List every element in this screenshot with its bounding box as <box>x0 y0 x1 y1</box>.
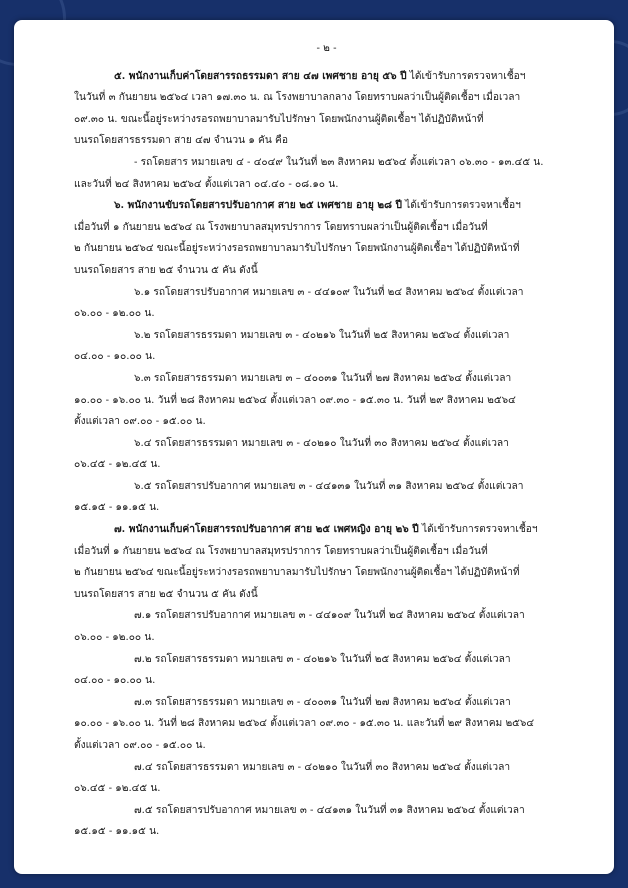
bus-entry-continued: ๐๖.๐๐ - ๑๒.๐๐ น. <box>74 632 155 644</box>
paragraph-line: ๒ กันยายน ๒๕๖๔ ขณะนี้อยู่ระหว่างรอรถพยาบาลมารับไปรักษา โดยพนักงานผู้ติดเชื้อฯ ได้ปฏิบัติหน้าที่ <box>74 567 520 579</box>
section-heading-tail: ได้เข้ารับการตรวจหาเชื้อฯ <box>406 70 526 82</box>
bus-entry-continued: ๐๖.๔๕ - ๑๒.๔๕ น. <box>74 459 161 471</box>
section-heading: ๖. พนักงานขับรถโดยสารปรับอากาศ สาย ๒๕ เพศชาย อายุ ๒๘ ปี <box>114 199 402 212</box>
paragraph-line: เมื่อวันที่ ๑ กันยายน ๒๕๖๔ ณ โรงพยาบาลสมุทรปราการ โดยทราบผลว่าเป็นผู้ติดเชื้อฯ เมื่อวันที่ <box>74 545 488 557</box>
bus-entry-continued: ๑๕.๑๕ - ๑๑.๑๕ น. <box>74 826 160 838</box>
section-heading: ๕. พนักงานเก็บค่าโดยสารรถธรรมดา สาย ๔๗ เพศชาย อายุ ๕๖ ปี <box>114 69 407 82</box>
bus-entry: - รถโดยสาร หมายเลข ๔ - ๔๐๔๙ ในวันที่ ๒๓ สิงหาคม ๒๕๖๔ ตั้งแต่เวลา ๐๖.๓๐ - ๑๓.๔๕ น. <box>134 156 544 168</box>
paragraph-line: บนรถโดยสาร สาย ๒๕ จำนวน ๕ คัน ดังนี้ <box>74 588 258 600</box>
section-heading-line <box>74 66 579 88</box>
bus-entry: ๗.๒ รถโดยสารธรรมดา หมายเลข ๓ - ๔๐๒๑๖ ในวันที่ ๒๕ สิงหาคม ๒๕๖๔ ตั้งแต่เวลา <box>134 653 511 665</box>
bus-entry: ๖.๑ รถโดยสารปรับอากาศ หมายเลข ๓ - ๔๔๑๐๙ ในวันที่ ๒๔ สิงหาคม ๒๕๖๔ ตั้งแต่เวลา <box>134 286 524 298</box>
paragraph-line: บนรถโดยสาร สาย ๒๕ จำนวน ๕ คัน ดังนี้ <box>74 264 258 276</box>
bus-entry-continued: ตั้งแต่เวลา ๐๙.๐๐ - ๑๕.๐๐ น. <box>74 740 206 751</box>
page-number: - ๒ - <box>316 43 337 54</box>
bus-entry: ๗.๓ รถโดยสารธรรมดา หมายเลข ๓ - ๔๐๐๓๑ ในวันที่ ๒๗ สิงหาคม ๒๕๖๔ ตั้งแต่เวลา <box>134 696 511 708</box>
section-7 <box>74 519 579 843</box>
bus-entry: ๗.๔ รถโดยสารธรรมดา หมายเลข ๓ - ๔๐๒๑๐ ในวันที่ ๓๐ สิงหาคม ๒๕๖๔ ตั้งแต่เวลา <box>134 761 511 773</box>
paragraph-line: เมื่อวันที่ ๑ กันยายน ๒๕๖๔ ณ โรงพยาบาลสมุทรปราการ โดยทราบผลว่าเป็นผู้ติดเชื้อฯ เมื่อวันที่ <box>74 221 488 233</box>
section-heading-line <box>74 519 579 541</box>
document-page <box>14 20 614 874</box>
bus-entry-continued: ๐๖.๔๕ - ๑๒.๔๕ น. <box>74 783 161 795</box>
paragraph-line: ในวันที่ ๓ กันยายน ๒๕๖๔ เวลา ๑๗.๓๐ น. ณ โรงพยาบาลกลาง โดยทราบผลว่าเป็นผู้ติดเชื้อฯ เมื่อเวลา <box>74 92 521 104</box>
section-6 <box>74 195 579 519</box>
bus-entry-continued: ๑๕.๑๕ - ๑๑.๑๕ น. <box>74 502 160 514</box>
bus-entry-continued: ๑๐.๐๐ - ๑๖.๐๐ น. วันที่ ๒๘ สิงหาคม ๒๕๖๔ ตั้งแต่เวลา ๐๙.๓๐ - ๑๕.๓๐ น. วันที่ ๒๙ สิงหาคม ๒๕๖๔ <box>74 394 516 406</box>
bus-entry-continued: ๐๔.๐๐ - ๑๐.๐๐ น. <box>74 675 156 687</box>
section-heading-line <box>74 195 579 217</box>
bus-entry: ๗.๕ รถโดยสารปรับอากาศ หมายเลข ๓ - ๔๔๑๓๑ ในวันที่ ๓๑ สิงหาคม ๒๕๖๔ ตั้งแต่เวลา <box>134 804 525 816</box>
paragraph-line: ๒ กันยายน ๒๕๖๔ ขณะนี้อยู่ระหว่างรอรถพยาบาลมารับไปรักษา โดยพนักงานผู้ติดเชื้อฯ ได้ปฏิบัติหน้าที่ <box>74 243 520 255</box>
bus-entry: ๗.๑ รถโดยสารปรับอากาศ หมายเลข ๓ - ๔๔๑๐๙ ในวันที่ ๒๔ สิงหาคม ๒๕๖๔ ตั้งแต่เวลา <box>134 610 525 622</box>
bus-entry-continued: ๐๖.๐๐ - ๑๒.๐๐ น. <box>74 308 155 320</box>
bus-entry: ๖.๓ รถโดยสารธรรมดา หมายเลข ๓ – ๔๐๐๓๑ ในวันที่ ๒๗ สิงหาคม ๒๕๖๔ ตั้งแต่เวลา <box>134 372 512 384</box>
section-heading-tail: ได้เข้ารับการตรวจหาเชื้อฯ <box>418 524 538 536</box>
bus-entry-continued: และวันที่ ๒๔ สิงหาคม ๒๕๖๔ ตั้งแต่เวลา ๐๔.๔๐ - ๐๘.๑๐ น. <box>74 178 339 190</box>
bus-entry: ๖.๕ รถโดยสารปรับอากาศ หมายเลข ๓ - ๔๔๑๓๑ ในวันที่ ๓๑ สิงหาคม ๒๕๖๔ ตั้งแต่เวลา <box>134 480 524 492</box>
bus-entry-continued: ๐๔.๐๐ - ๑๐.๐๐ น. <box>74 351 156 363</box>
paragraph-line: บนรถโดยสารธรรมดา สาย ๔๗ จำนวน ๑ คัน คือ <box>74 135 288 147</box>
paragraph-line: ๐๙.๓๐ น. ขณะนี้อยู่ระหว่างรอรถพยาบาลมารับไปรักษา โดยพนักงานผู้ติดเชื้อฯ ได้ปฏิบัติหน้าที่ <box>74 113 484 125</box>
document-content <box>74 38 579 843</box>
bus-entry-continued: ๑๐.๐๐ - ๑๖.๐๐ น. วันที่ ๒๘ สิงหาคม ๒๕๖๔ ตั้งแต่เวลา ๐๙.๓๐ - ๑๕.๓๐ น. และวันที่ ๒๙ สิงหาคม ๒๕๖๔ <box>74 718 535 730</box>
section-5 <box>74 66 579 196</box>
section-heading-tail: ได้เข้ารับการตรวจหาเชื้อฯ <box>401 200 521 212</box>
bus-entry: ๖.๒ รถโดยสารธรรมดา หมายเลข ๓ - ๔๐๒๑๖ ในวันที่ ๒๕ สิงหาคม ๒๕๖๔ ตั้งแต่เวลา <box>134 329 510 341</box>
section-heading: ๗. พนักงานเก็บค่าโดยสารรถปรับอากาศ สาย ๒๕ เพศหญิง อายุ ๒๖ ปี <box>114 523 419 536</box>
bus-entry-continued: ตั้งแต่เวลา ๐๙.๐๐ - ๑๕.๐๐ น. <box>74 416 206 428</box>
bus-entry: ๖.๔ รถโดยสารธรรมดา หมายเลข ๓ - ๔๐๒๑๐ ในวันที่ ๓๐ สิงหาคม ๒๕๖๔ ตั้งแต่เวลา <box>134 437 509 449</box>
